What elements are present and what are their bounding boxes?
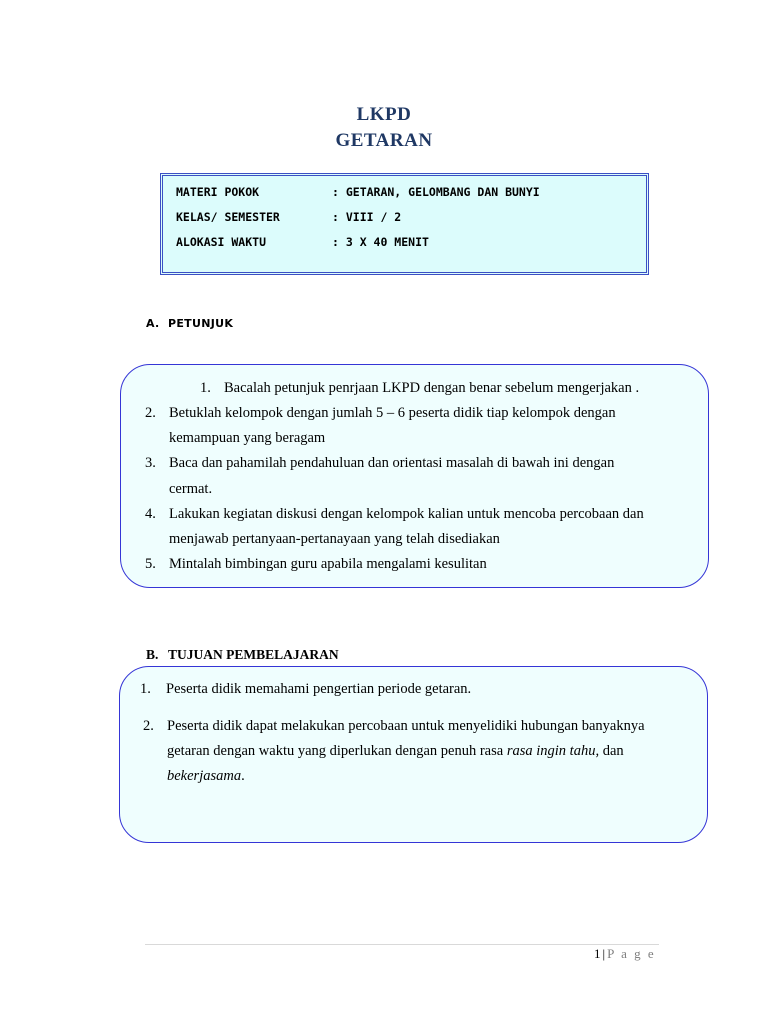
- document-title: LKPD: [356, 104, 412, 125]
- info-box: [160, 173, 649, 275]
- info-row-kelas: [176, 210, 401, 224]
- page-number: 1: [594, 946, 603, 961]
- list-item-continuation: menjawab pertanyaan-pertanayaan yang telah disediakan: [169, 531, 500, 547]
- list-item-continuation: bekerjasama.: [167, 768, 245, 784]
- info-row-alokasi: [176, 235, 429, 249]
- section-a-heading: [146, 317, 233, 330]
- section-number: A.: [146, 317, 160, 330]
- list-item: 5. Mintalah bimbingan guru apabila mengalami kesulitan: [145, 556, 487, 572]
- info-value: : GETARAN, GELOMBANG DAN BUNYI: [332, 185, 540, 199]
- section-title: PETUNJUK: [168, 317, 234, 330]
- info-label: MATERI POKOK: [176, 185, 260, 199]
- list-item: 3. Baca dan pahamilah pendahuluan dan orientasi masalah di bawah ini dengan: [145, 455, 615, 471]
- list-item: 1. Bacalah petunjuk penrjaan LKPD dengan benar sebelum mengerjakan .: [200, 380, 640, 396]
- document-subtitle: GETARAN: [335, 130, 433, 151]
- info-value: : VIII / 2: [332, 210, 402, 224]
- footer-divider: [145, 944, 659, 945]
- list-item-continuation: cermat.: [169, 481, 213, 497]
- list-item-continuation: getaran dengan waktu yang diperlukan dengan penuh rasa rasa ingin tahu, dan: [167, 743, 624, 759]
- section-title: TUJUAN PEMBELAJARAN: [168, 647, 339, 662]
- page-footer: [594, 946, 656, 962]
- list-item: 2. Peserta didik dapat melakukan percobaan untuk menyelidiki hubungan banyaknya: [143, 718, 645, 734]
- instructions-box: [120, 364, 709, 588]
- page-label: P a g e: [607, 946, 656, 961]
- list-item: 1. Peserta didik memahami pengertian periode getaran.: [140, 681, 472, 697]
- section-number: B.: [146, 647, 159, 662]
- list-item: 4. Lakukan kegiatan diskusi dengan kelompok kalian untuk mencoba percobaan dan: [145, 506, 644, 522]
- info-row-materi: [176, 185, 540, 199]
- list-item-continuation: kemampuan yang beragam: [169, 430, 326, 446]
- info-label: KELAS/ SEMESTER: [176, 210, 280, 224]
- section-b-heading: [146, 647, 339, 663]
- list-item: 2. Betuklah kelompok dengan jumlah 5 – 6 peserta didik tiap kelompok dengan: [145, 405, 616, 421]
- info-value: : 3 X 40 MENIT: [332, 235, 429, 249]
- info-label: ALOKASI WAKTU: [176, 235, 267, 249]
- page-separator: |: [602, 946, 608, 961]
